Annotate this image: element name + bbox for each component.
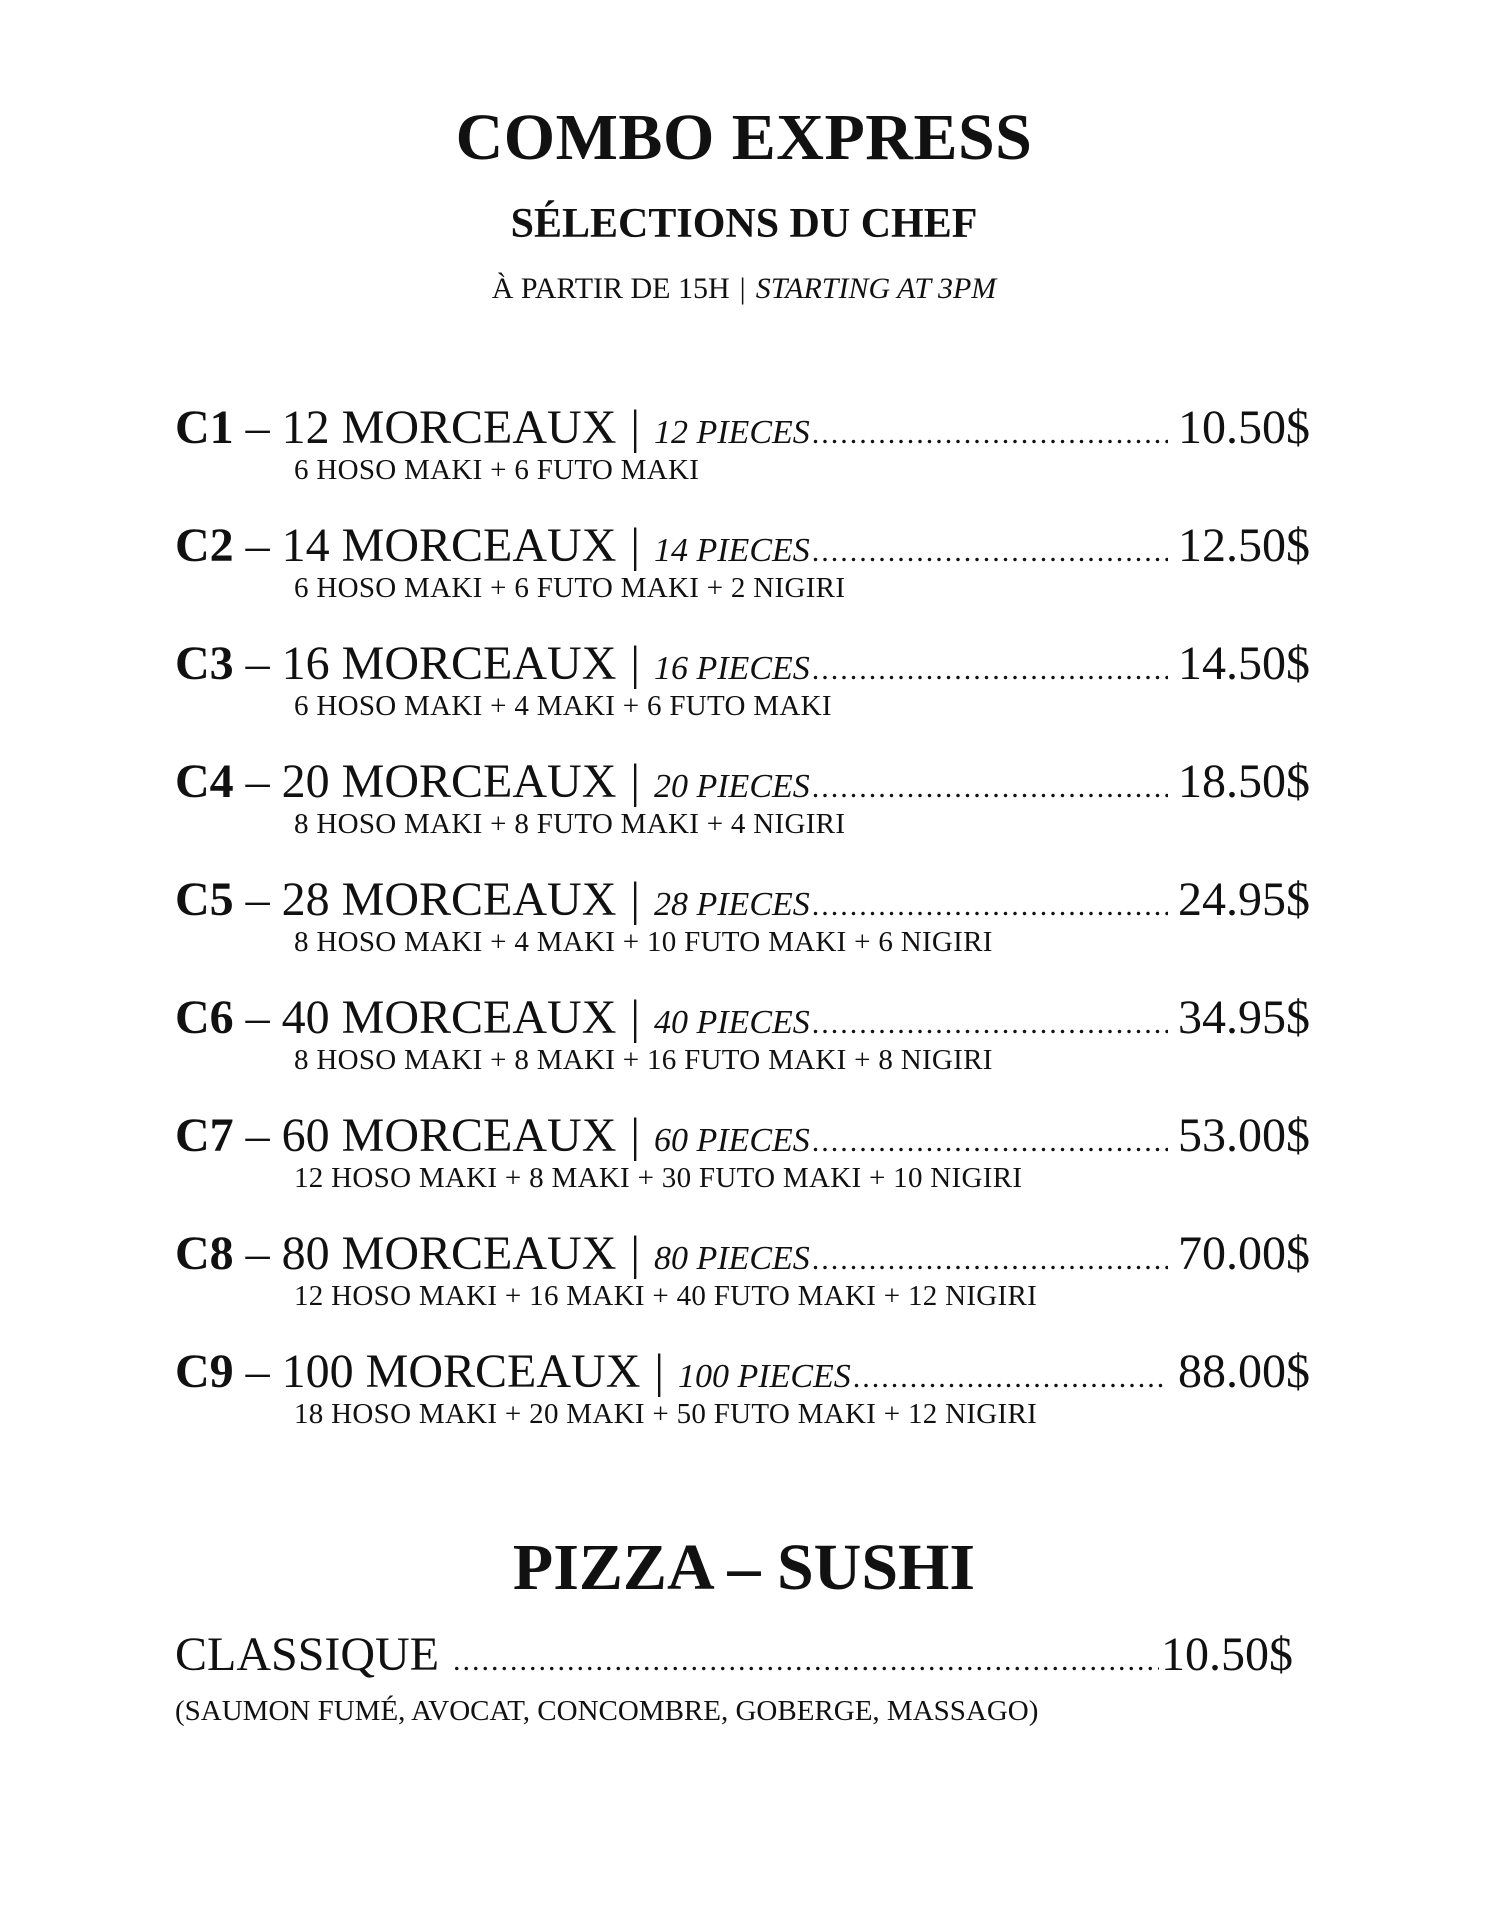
combo-item-c3 <box>175 634 1310 752</box>
combo-dash: – <box>245 1227 270 1280</box>
combo-pieces-en: 40 PIECES <box>653 1004 810 1041</box>
dot-leader <box>812 758 1168 818</box>
combo-code: C6 <box>175 991 234 1044</box>
combo-dash: – <box>245 873 270 926</box>
hours-english: STARTING AT 3PM <box>755 272 997 305</box>
combo-dash: – <box>245 1345 270 1398</box>
combo-pieces-en: 60 PIECES <box>653 1122 810 1159</box>
pizza-sushi-title: PIZZA – SUSHI <box>512 1531 976 1604</box>
dot-leader <box>812 404 1168 464</box>
combo-code: C1 <box>175 401 234 454</box>
combo-item-c1 <box>175 398 1310 516</box>
combo-detail: 8 HOSO MAKI + 8 MAKI + 16 FUTO MAKI + 8 NIGIRI <box>294 1044 993 1076</box>
pizza-sushi-item <box>175 1625 1293 1728</box>
combo-detail: 8 HOSO MAKI + 4 MAKI + 10 FUTO MAKI + 6 NIGIRI <box>294 926 993 958</box>
combo-detail: 12 HOSO MAKI + 8 MAKI + 30 FUTO MAKI + 10 NIGIRI <box>294 1162 1023 1194</box>
combo-item-c5 <box>175 870 1310 988</box>
combo-item-c2 <box>175 516 1310 634</box>
combo-pieces-en: 16 PIECES <box>653 650 810 687</box>
dot-leader <box>812 522 1168 582</box>
combo-item-c9 <box>175 1342 1310 1460</box>
combo-code: C5 <box>175 873 234 926</box>
combo-code: C9 <box>175 1345 234 1398</box>
combo-dash: – <box>245 991 270 1044</box>
hours-separator: | <box>739 272 746 305</box>
combo-pieces-en: 28 PIECES <box>653 886 810 923</box>
combo-pieces-fr: 60 MORCEAUX <box>281 1109 617 1162</box>
combo-pieces-en: 14 PIECES <box>653 532 810 569</box>
combo-item-c7 <box>175 1106 1310 1224</box>
combo-dash: – <box>245 637 270 690</box>
pizza-item-name: CLASSIQUE <box>175 1628 440 1681</box>
combo-list <box>175 398 1310 1460</box>
combo-code: C3 <box>175 637 234 690</box>
combo-price: 88.00$ <box>1178 1345 1310 1398</box>
combo-pieces-en: 100 PIECES <box>677 1358 851 1395</box>
page-title: COMBO EXPRESS <box>455 101 1033 174</box>
combo-pieces-en: 20 PIECES <box>653 768 810 805</box>
pizza-heading <box>175 1625 1293 1691</box>
combo-code: C7 <box>175 1109 234 1162</box>
combo-separator: | <box>630 991 640 1044</box>
combo-pieces-fr: 20 MORCEAUX <box>281 755 617 808</box>
combo-dash: – <box>245 1109 270 1162</box>
combo-dash: – <box>245 755 270 808</box>
combo-dash: – <box>245 401 270 454</box>
combo-price: 70.00$ <box>1178 1227 1310 1280</box>
combo-detail: 18 HOSO MAKI + 20 MAKI + 50 FUTO MAKI + 12 NIGIRI <box>294 1398 1038 1430</box>
dot-leader <box>812 640 1168 700</box>
combo-separator: | <box>630 1109 640 1162</box>
combo-price: 18.50$ <box>1178 755 1310 808</box>
combo-pieces-fr: 14 MORCEAUX <box>281 519 617 572</box>
pizza-item-detail: (SAUMON FUMÉ, AVOCAT, CONCOMBRE, GOBERGE, MASSAGO) <box>175 1695 1039 1727</box>
combo-price: 24.95$ <box>1178 873 1310 926</box>
combo-detail: 6 HOSO MAKI + 6 FUTO MAKI <box>294 454 700 486</box>
combo-item-c6 <box>175 988 1310 1106</box>
combo-code: C2 <box>175 519 234 572</box>
combo-price: 10.50$ <box>1178 401 1310 454</box>
combo-price: 53.00$ <box>1178 1109 1310 1162</box>
combo-item-c4 <box>175 752 1310 870</box>
combo-pieces-en: 80 PIECES <box>653 1240 810 1277</box>
combo-item-c8 <box>175 1224 1310 1342</box>
combo-dash: – <box>245 519 270 572</box>
pizza-item-price: 10.50$ <box>1161 1628 1293 1681</box>
combo-pieces-fr: 12 MORCEAUX <box>281 401 617 454</box>
combo-separator: | <box>630 755 640 808</box>
combo-separator: | <box>630 401 640 454</box>
combo-pieces-fr: 80 MORCEAUX <box>281 1227 617 1280</box>
combo-separator: | <box>630 1227 640 1280</box>
combo-separator: | <box>630 637 640 690</box>
combo-pieces-fr: 16 MORCEAUX <box>281 637 617 690</box>
combo-price: 34.95$ <box>1178 991 1310 1044</box>
combo-pieces-fr: 100 MORCEAUX <box>281 1345 641 1398</box>
combo-separator: | <box>654 1345 664 1398</box>
combo-pieces-fr: 28 MORCEAUX <box>281 873 617 926</box>
hours-french: À PARTIR DE 15H <box>491 272 730 305</box>
dot-leader <box>453 1631 1159 1691</box>
combo-detail: 8 HOSO MAKI + 8 FUTO MAKI + 4 NIGIRI <box>294 808 846 840</box>
combo-detail: 6 HOSO MAKI + 4 MAKI + 6 FUTO MAKI <box>294 690 832 722</box>
combo-detail: 6 HOSO MAKI + 6 FUTO MAKI + 2 NIGIRI <box>294 572 846 604</box>
combo-code: C4 <box>175 755 234 808</box>
combo-pieces-fr: 40 MORCEAUX <box>281 991 617 1044</box>
combo-code: C8 <box>175 1227 234 1280</box>
combo-price: 14.50$ <box>1178 637 1310 690</box>
page-subtitle: SÉLECTIONS DU CHEF <box>510 201 978 247</box>
combo-separator: | <box>630 519 640 572</box>
combo-detail: 12 HOSO MAKI + 16 MAKI + 40 FUTO MAKI + 12 NIGIRI <box>294 1280 1038 1312</box>
combo-pieces-en: 12 PIECES <box>653 414 810 451</box>
combo-separator: | <box>630 873 640 926</box>
hours-line <box>0 272 1488 306</box>
combo-price: 12.50$ <box>1178 519 1310 572</box>
